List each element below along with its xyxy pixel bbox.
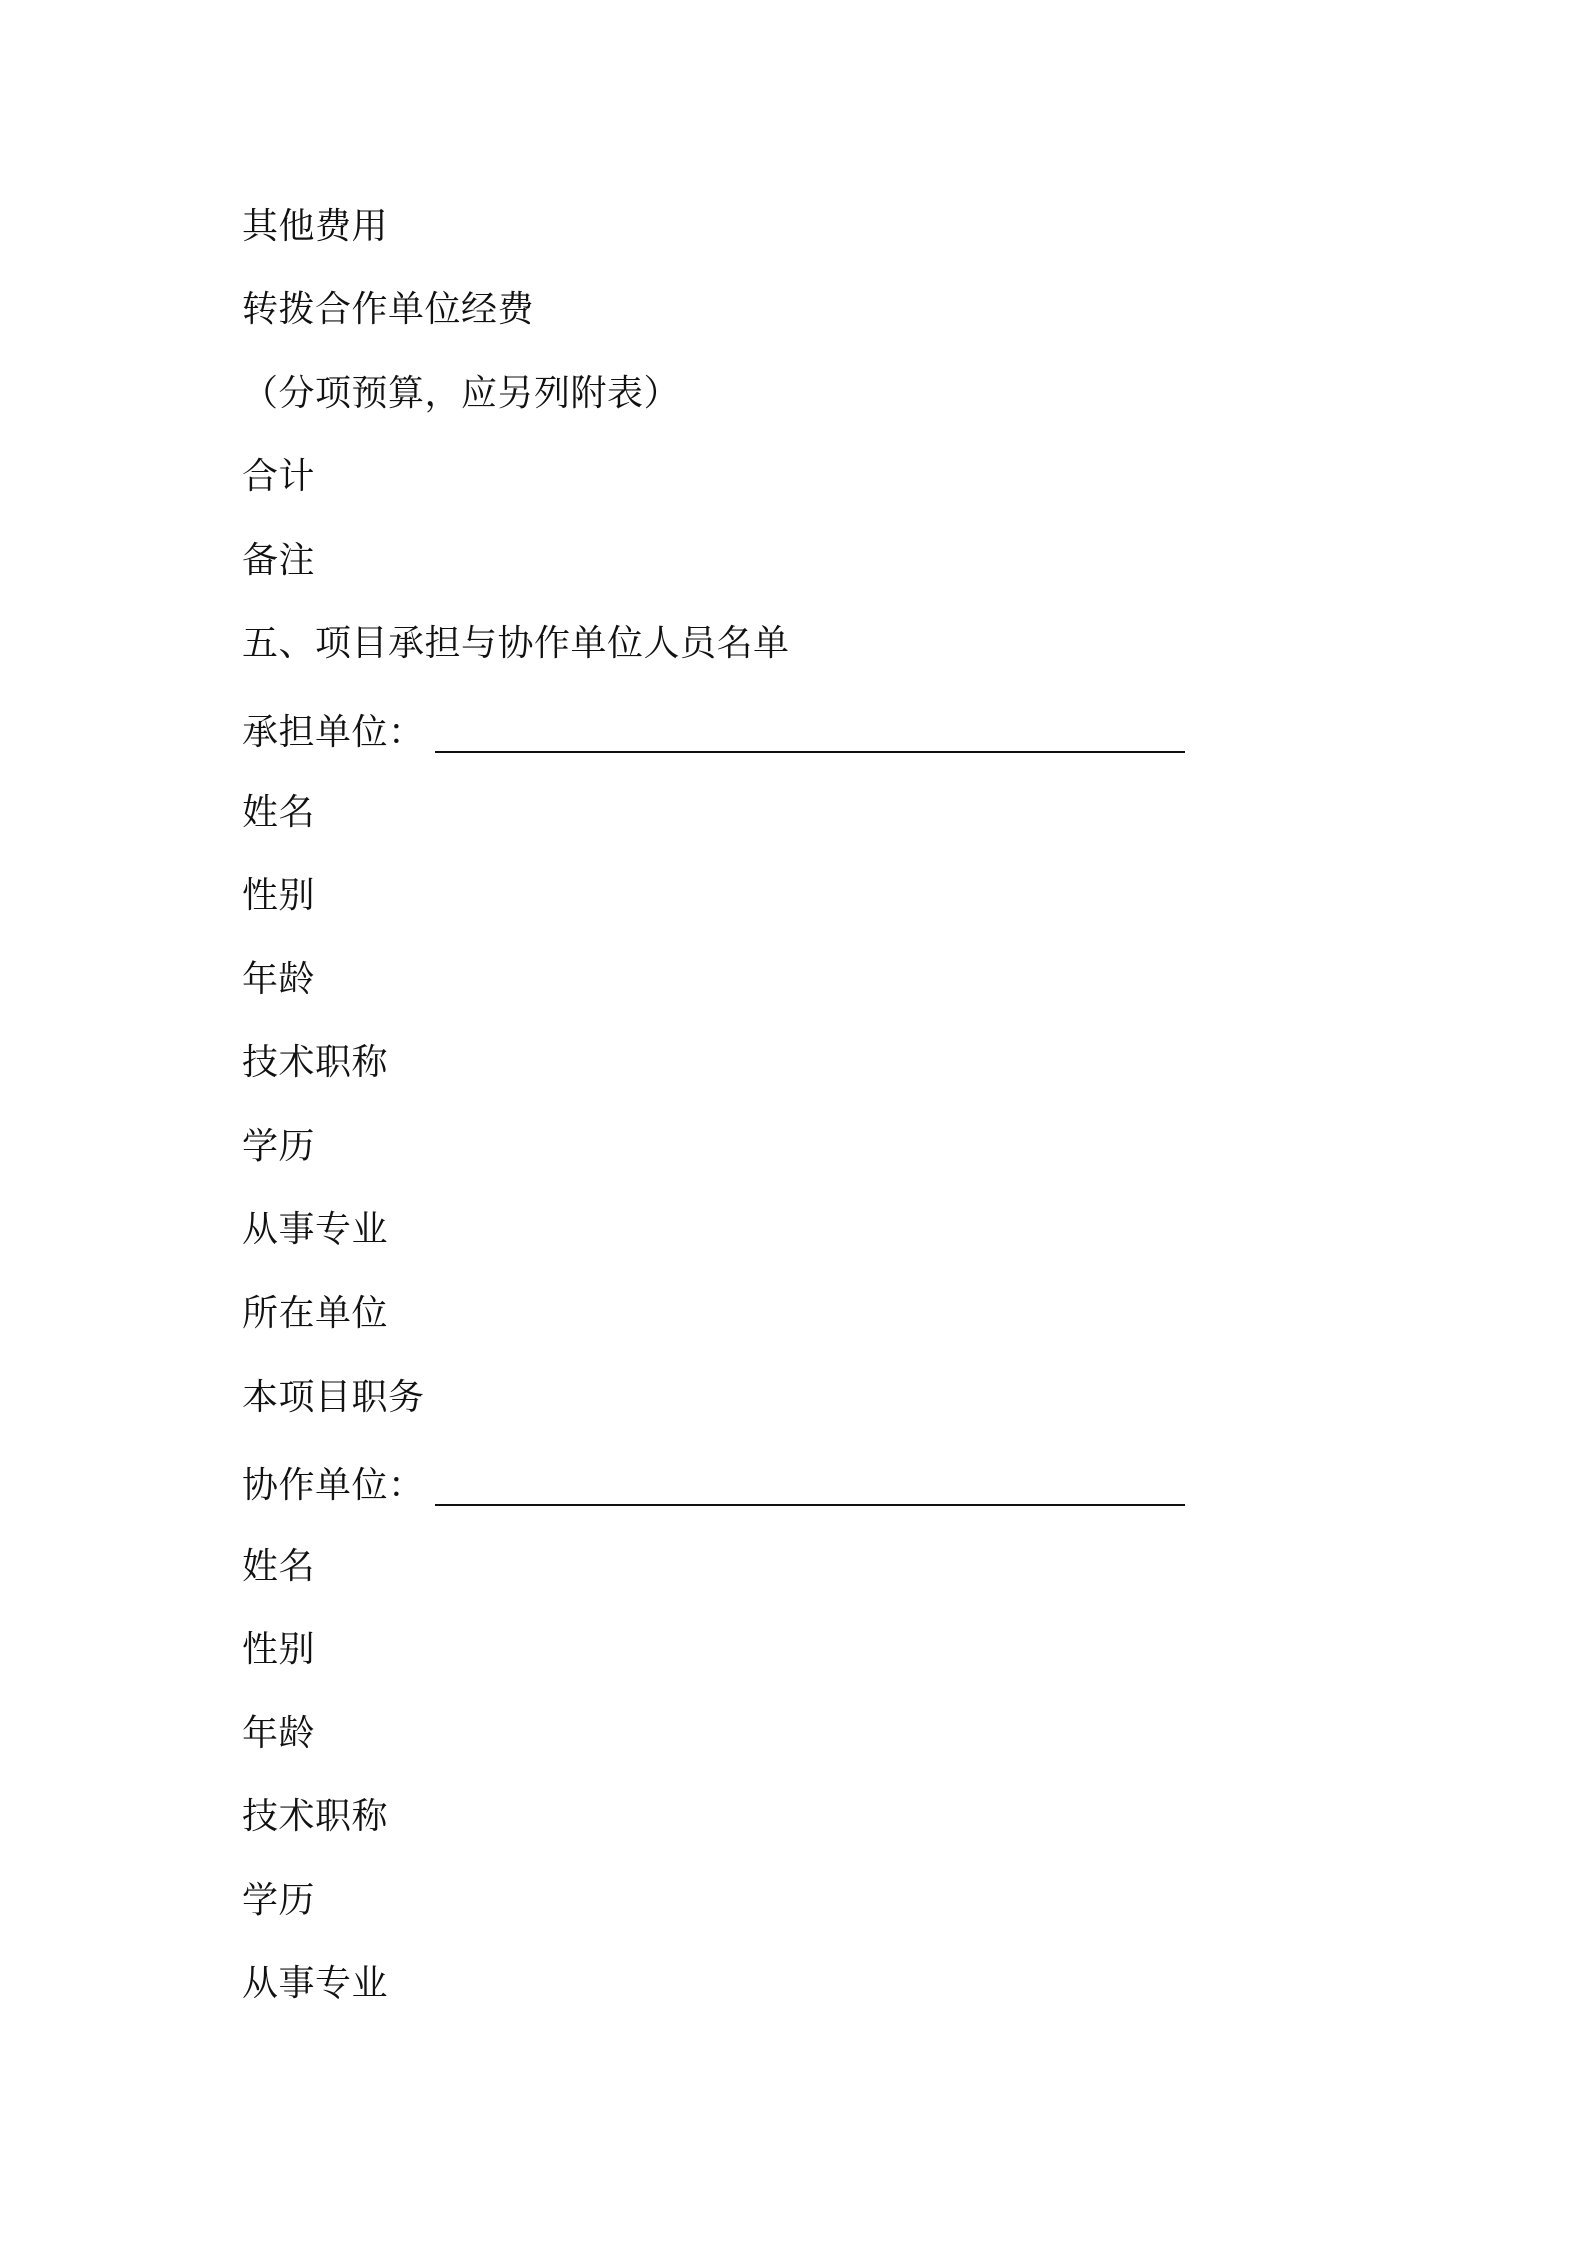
- item-partner-funding: 转拨合作单位经费: [242, 289, 535, 330]
- undertaking-field-unit: 所在单位: [242, 1293, 389, 1334]
- note-itemized-budget: （分项预算，应另列附表）: [242, 373, 681, 414]
- item-total: 合计: [242, 456, 316, 497]
- undertaking-unit-blank: [435, 751, 1185, 753]
- undertaking-field-role: 本项目职务: [242, 1377, 425, 1418]
- undertaking-unit-row: [242, 711, 1185, 755]
- cooperating-unit-blank: [435, 1504, 1185, 1506]
- cooperating-field-name: 姓名: [242, 1546, 316, 1587]
- cooperating-field-gender: 性别: [242, 1629, 316, 1670]
- undertaking-field-gender: 性别: [242, 875, 316, 916]
- undertaking-field-title: 技术职称: [242, 1042, 389, 1083]
- cooperating-field-education: 学历: [242, 1880, 316, 1921]
- cooperating-unit-row: [242, 1464, 1185, 1508]
- cooperating-field-title: 技术职称: [242, 1796, 389, 1837]
- undertaking-unit-label: 承担单位：: [242, 712, 425, 753]
- undertaking-field-age: 年龄: [242, 959, 316, 1000]
- undertaking-field-education: 学历: [242, 1126, 316, 1167]
- undertaking-field-major: 从事专业: [242, 1209, 389, 1250]
- item-remarks: 备注: [242, 540, 316, 581]
- cooperating-field-age: 年龄: [242, 1713, 316, 1754]
- undertaking-field-name: 姓名: [242, 792, 316, 833]
- section-heading-personnel: 五、项目承担与协作单位人员名单: [242, 623, 790, 664]
- cooperating-unit-label: 协作单位：: [242, 1465, 425, 1506]
- item-other-expenses: 其他费用: [242, 206, 389, 247]
- cooperating-field-major: 从事专业: [242, 1963, 389, 2004]
